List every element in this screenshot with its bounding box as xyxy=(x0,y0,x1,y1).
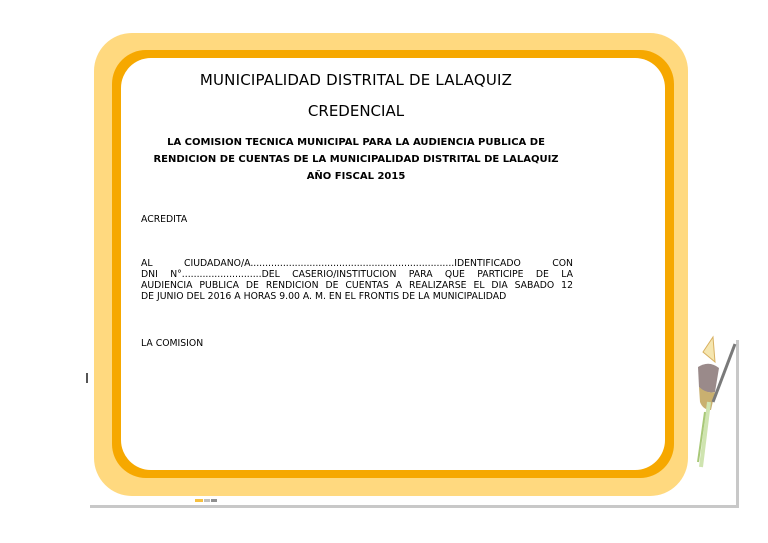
commission-line: RENDICION DE CUENTAS DE LA MUNICIPALIDAD DISTRITAL DE LALAQUIZ xyxy=(153,154,559,165)
municipality-title: MUNICIPALIDAD DISTRITAL DE LALAQUIZ xyxy=(199,71,513,89)
commission-heading xyxy=(140,134,572,185)
commission-line: AÑO FISCAL 2015 xyxy=(306,171,406,182)
paragraph-line: AL CIUDADANO/A.....................................................................IDENTIFICADO CON xyxy=(141,258,573,269)
accredits-label: ACREDITA xyxy=(141,214,188,225)
decor-mark xyxy=(195,497,219,503)
paragraph-line: AUDIENCIA PUBLICA DE RENDICION DE CUENTAS A REALIZARSE EL DIA SABADO 12 xyxy=(141,280,573,291)
signature-label: LA COMISION xyxy=(141,338,204,349)
paragraph-line: DE JUNIO DEL 2016 A HORAS 9.00 A. M. EN EL FRONTIS DE LA MUNICIPALIDAD xyxy=(141,291,507,302)
paintbrush-icon xyxy=(695,332,741,472)
credential-paragraph xyxy=(141,258,573,302)
paragraph-line: DNI N°...........................DEL CASERIO/INSTITUCION PARA QUE PARTICIPE DE LA xyxy=(141,269,573,280)
page-shadow xyxy=(90,505,738,508)
commission-line: LA COMISION TECNICA MUNICIPAL PARA LA AUDIENCIA PUBLICA DE xyxy=(167,137,545,148)
page-mark xyxy=(86,373,88,383)
document-title: CREDENCIAL xyxy=(307,102,405,120)
